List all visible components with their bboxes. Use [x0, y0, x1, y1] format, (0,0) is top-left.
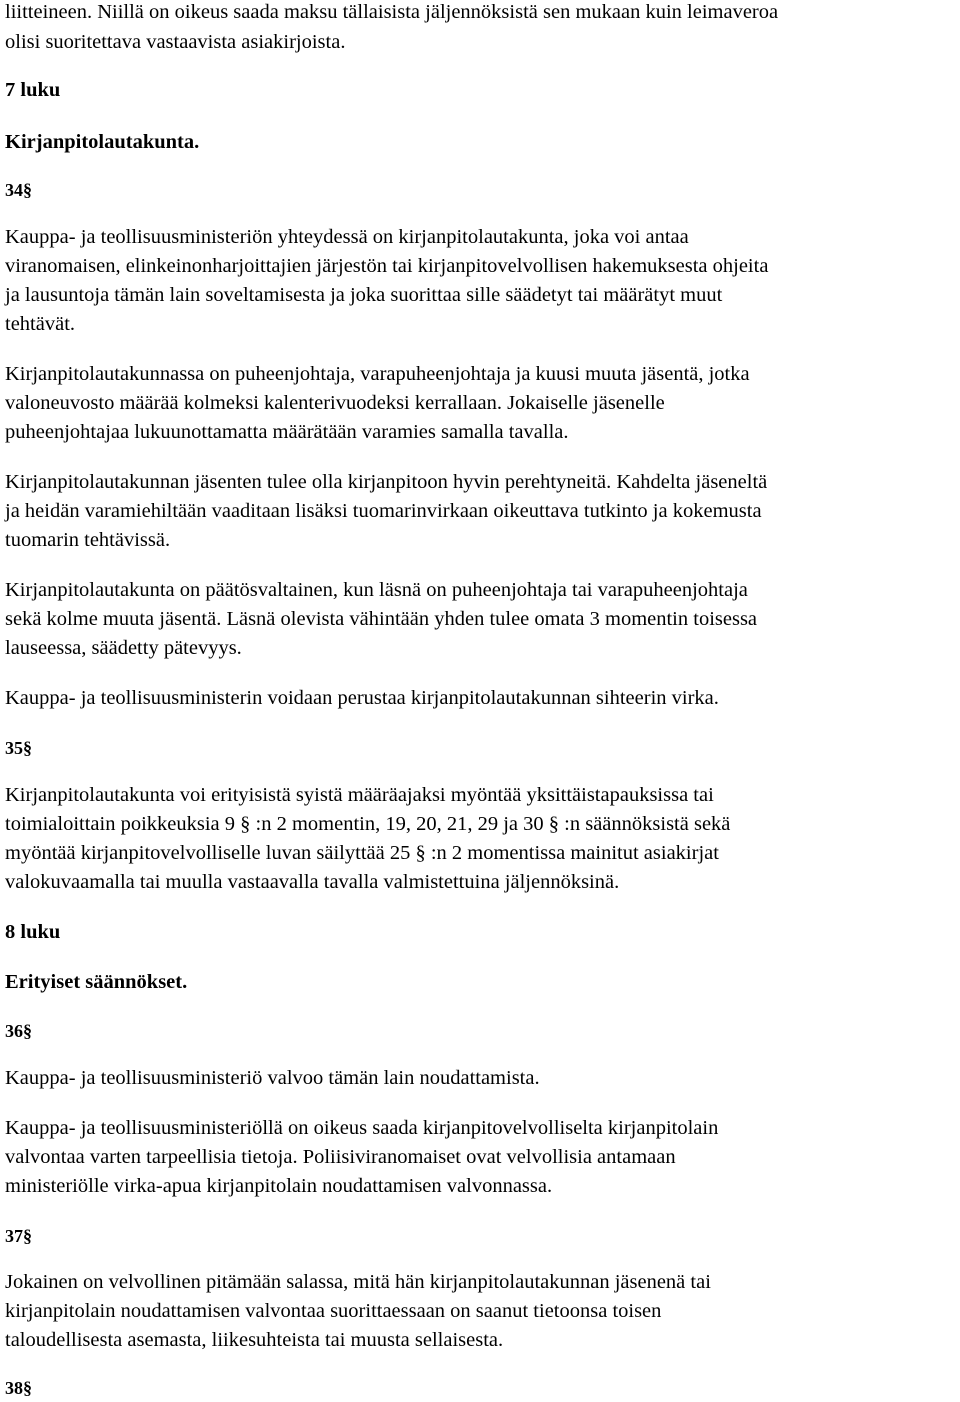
paragraph-line: liitteineen. Niillä on oikeus saada maksu tällaisista jäljennöksistä sen mukaan kuin leimaveroa [5, 1, 779, 23]
chapter-title: Erityiset säännökset. [5, 971, 188, 993]
paragraph-line: Kirjanpitolautakunta voi erityisistä syistä määräajaksi myöntää yksittäistapauksissa tai [5, 784, 714, 806]
chapter-number: 7 luku [5, 79, 61, 101]
paragraph-line: Kauppa- ja teollisuusministeriöllä on oikeus saada kirjanpitovelvolliselta kirjanpitolain [5, 1117, 719, 1139]
section-number: 36 [5, 1021, 23, 1041]
paragraph-line: viranomaisen, elinkeinonharjoittajien järjestön tai kirjanpitovelvollisen hakemuksesta ohjeita [5, 255, 769, 277]
paragraph-line: valvontaa varten tarpeellisia tietoja. Poliisiviranomaiset ovat velvollisia antamaan [5, 1146, 676, 1168]
section-number: 34 [5, 180, 23, 200]
paragraph-line: tuomarin tehtävissä. [5, 529, 171, 551]
section-mark: § [23, 1021, 32, 1041]
section-number: 35 [5, 738, 23, 758]
paragraph-line: Kirjanpitolautakunnan jäsenten tulee olla kirjanpitoon hyvin perehtyneitä. Kahdelta jäseneltä [5, 471, 768, 493]
paragraph-line: Kauppa- ja teollisuusministeriön yhteydessä on kirjanpitolautakunta, joka voi antaa [5, 226, 689, 248]
paragraph-line: lauseessa, säädetty pätevyys. [5, 637, 242, 659]
chapter-title: Kirjanpitolautakunta. [5, 131, 200, 153]
paragraph-line: Jokainen on velvollinen pitämään salassa, mitä hän kirjanpitolautakunnan jäsenenä tai [5, 1271, 711, 1293]
section-heading [5, 178, 32, 202]
section-mark: § [23, 738, 32, 758]
paragraph-line: Kauppa- ja teollisuusministeriö valvoo tämän lain noudattamista. [5, 1067, 540, 1089]
section-mark: § [23, 1378, 32, 1398]
section-mark: § [23, 180, 32, 200]
paragraph-line: ministeriölle virka-apua kirjanpitolain noudattamisen valvonnassa. [5, 1175, 553, 1197]
paragraph-line: kirjanpitolain noudattamisen valvontaa suorittaessaan on saanut tietoonsa toisen [5, 1300, 662, 1322]
paragraph-line: Kirjanpitolautakunta on päätösvaltainen, kun läsnä on puheenjohtaja tai varapuheenjohtaja [5, 579, 748, 601]
paragraph-line: olisi suoritettava vastaavista asiakirjoista. [5, 31, 346, 53]
section-heading [5, 1224, 32, 1248]
chapter-number: 8 luku [5, 921, 61, 943]
paragraph-line: ja heidän varamiehiltään vaaditaan lisäksi tuomarinvirkaan oikeuttava tutkinto ja kokemusta [5, 500, 762, 522]
section-heading [5, 1376, 32, 1400]
paragraph-line: Kirjanpitolautakunnassa on puheenjohtaja, varapuheenjohtaja ja kuusi muuta jäsentä, jotka [5, 363, 750, 385]
section-mark: § [23, 1226, 32, 1246]
section-heading [5, 736, 32, 760]
paragraph-line: taloudellisesta asemasta, liikesuhteista tai muusta sellaisesta. [5, 1329, 504, 1351]
section-number: 38 [5, 1378, 23, 1398]
paragraph-line: sekä kolme muuta jäsentä. Läsnä olevista vähintään yhden tulee omata 3 momentin toisessa [5, 608, 758, 630]
section-number: 37 [5, 1226, 23, 1246]
paragraph-line: Kauppa- ja teollisuusministerin voidaan perustaa kirjanpitolautakunnan sihteerin virka. [5, 687, 719, 709]
paragraph-line: myöntää kirjanpitovelvolliselle luvan säilyttää 25 § :n 2 momentissa mainitut asiakirjat [5, 842, 719, 864]
paragraph-line: toimialoittain poikkeuksia 9 § :n 2 momentin, 19, 20, 21, 29 ja 30 § :n säännöksistä sekä [5, 813, 731, 835]
paragraph-line: tehtävät. [5, 313, 76, 335]
paragraph-line: valokuvaamalla tai muulla vastaavalla tavalla valmistettuina jäljennöksinä. [5, 871, 620, 893]
paragraph-line: valoneuvosto määrää kolmeksi kalenterivuodeksi kerrallaan. Jokaiselle jäsenelle [5, 392, 665, 414]
paragraph-line: puheenjohtajaa lukuunottamatta määrätään varamies samalla tavalla. [5, 421, 569, 443]
section-heading [5, 1019, 32, 1043]
paragraph-line: ja lausuntoja tämän lain soveltamisesta ja joka suorittaa sille säädetyt tai määrätyt muut [5, 284, 723, 306]
